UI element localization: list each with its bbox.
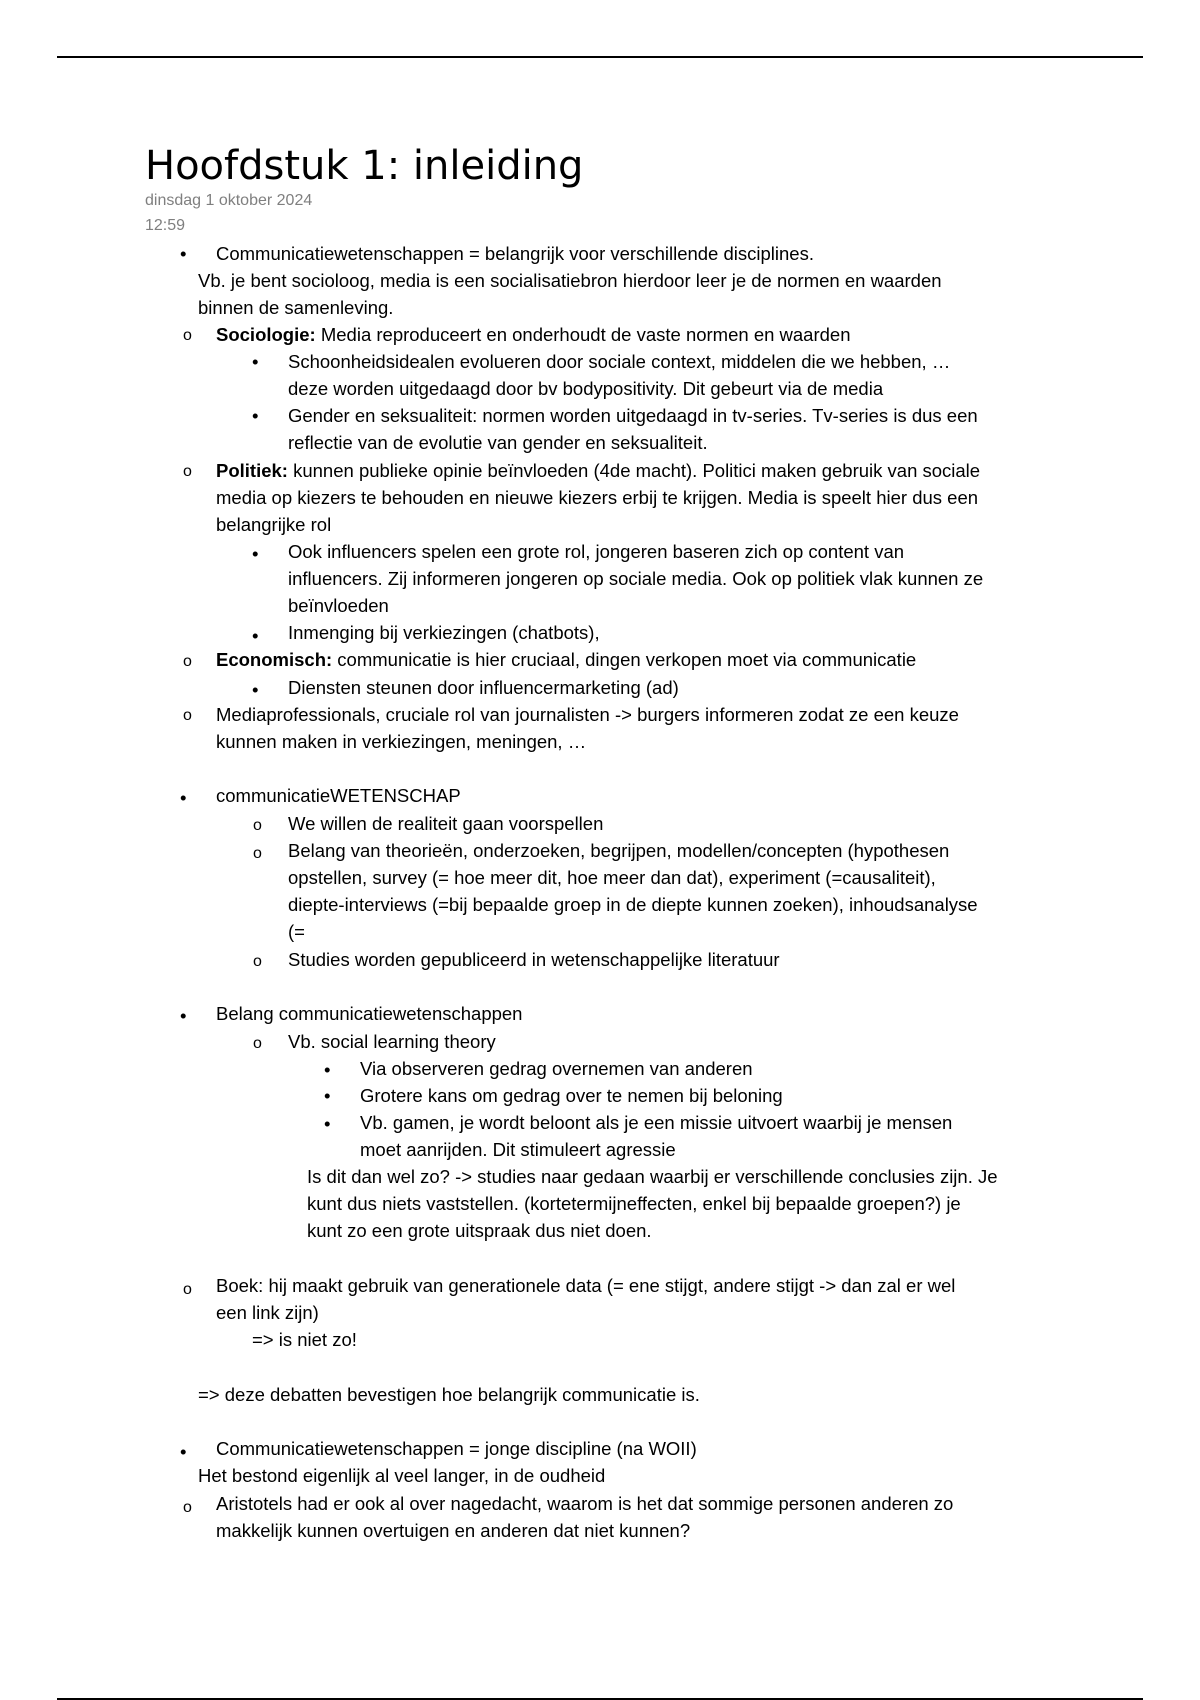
list-item bbox=[216, 321, 851, 348]
text-line: => deze debatten bevestigen hoe belangrijk communicatie is. bbox=[198, 1384, 700, 1405]
text-line: belangrijke rol bbox=[216, 514, 332, 535]
bullet-icon: • bbox=[252, 679, 259, 700]
page-title: Hoofdstuk 1: inleiding bbox=[145, 143, 584, 189]
bullet-icon: • bbox=[324, 1113, 331, 1134]
text-line: kunt zo een grote uitspraak dus niet doen. bbox=[307, 1220, 652, 1241]
bullet-icon: • bbox=[252, 405, 259, 426]
list-item: Belang van theorieën, onderzoeken, begrijpen, modellen/concepten (hypothesen bbox=[288, 840, 950, 861]
list-item: Mediaprofessionals, cruciale rol van journalisten -> burgers informeren zodat ze een keuze bbox=[216, 704, 959, 725]
circle-bullet-icon: o bbox=[183, 1281, 192, 1298]
text-line: Het bestond eigenlijk al veel langer, in de oudheid bbox=[198, 1465, 606, 1486]
list-item: Diensten steunen door influencermarketing (ad) bbox=[288, 677, 679, 698]
list-item: Schoonheidsidealen evolueren door sociale context, middelen die we hebben, … bbox=[288, 351, 951, 372]
text-line: beïnvloeden bbox=[288, 595, 389, 616]
list-item: We willen de realiteit gaan voorspellen bbox=[288, 813, 604, 834]
list-item: Ook influencers spelen een grote rol, jongeren baseren zich op content van bbox=[288, 541, 905, 562]
text-line: kunt dus niets vaststellen. (kortetermijneffecten, enkel bij bepaalde groepen?) je bbox=[307, 1193, 961, 1214]
circle-bullet-icon: o bbox=[183, 707, 192, 724]
page-date: dinsdag 1 oktober 2024 bbox=[145, 192, 313, 209]
text-line: diepte-interviews (=bij bepaalde groep in de diepte kunnen zoeken), inhoudsanalyse bbox=[288, 894, 978, 915]
text-line: makkelijk kunnen overtuigen en anderen dat niet kunnen? bbox=[216, 1520, 691, 1541]
list-item: communicatieWETENSCHAP bbox=[216, 785, 461, 806]
list-item: Boek: hij maakt gebruik van generationele data (= ene stijgt, andere stijgt -> dan zal er wel bbox=[216, 1275, 956, 1296]
list-item: Belang communicatiewetenschappen bbox=[216, 1003, 523, 1024]
text-line: media op kiezers te behouden en nieuwe kiezers erbij te krijgen. Media is speelt hier dus een bbox=[216, 487, 979, 508]
bullet-icon: • bbox=[324, 1085, 331, 1106]
list-item-text: Media reproduceert en onderhoudt de vaste normen en waarden bbox=[315, 324, 851, 345]
list-item: Via observeren gedrag overnemen van anderen bbox=[360, 1058, 753, 1079]
list-item: Aristotels had er ook al over nagedacht, waarom is het dat sommige personen anderen zo bbox=[216, 1493, 954, 1514]
list-item-text: communicatie is hier cruciaal, dingen verkopen moet via communicatie bbox=[332, 649, 917, 670]
bullet-icon: • bbox=[252, 625, 259, 646]
list-item: Communicatiewetenschappen = jonge discipline (na WOII) bbox=[216, 1438, 697, 1459]
circle-bullet-icon: o bbox=[183, 1499, 192, 1516]
top-rule bbox=[57, 56, 1143, 58]
text-line: binnen de samenleving. bbox=[198, 297, 394, 318]
text-line: Is dit dan wel zo? -> studies naar gedaan waarbij er verschillende conclusies zijn. Je bbox=[307, 1166, 998, 1187]
bullet-icon: • bbox=[324, 1059, 331, 1080]
text-line: influencers. Zij informeren jongeren op sociale media. Ook op politiek vlak kunnen ze bbox=[288, 568, 984, 589]
bullet-icon: • bbox=[252, 351, 259, 372]
label-sociologie: Sociologie: bbox=[216, 324, 316, 345]
circle-bullet-icon: o bbox=[253, 1035, 262, 1052]
text-line: (= bbox=[288, 921, 305, 942]
text-line: reflectie van de evolutie van gender en seksualiteit. bbox=[288, 432, 708, 453]
list-item-text: kunnen publieke opinie beïnvloeden (4de macht). Politici maken gebruik van sociale bbox=[287, 460, 981, 481]
text-line: kunnen maken in verkiezingen, meningen, … bbox=[216, 731, 587, 752]
list-item bbox=[216, 646, 916, 673]
list-item: Gender en seksualiteit: normen worden uitgedaagd in tv-series. Tv-series is dus een bbox=[288, 405, 978, 426]
circle-bullet-icon: o bbox=[253, 953, 262, 970]
label-politiek: Politiek: bbox=[216, 460, 288, 481]
text-line: => is niet zo! bbox=[252, 1329, 357, 1350]
list-item: Inmenging bij verkiezingen (chatbots), bbox=[288, 622, 600, 643]
bullet-icon: • bbox=[180, 1441, 187, 1462]
bullet-icon: • bbox=[180, 787, 187, 808]
list-item: Vb. social learning theory bbox=[288, 1031, 496, 1052]
list-item bbox=[216, 457, 980, 484]
text-line: deze worden uitgedaagd door bv bodypositivity. Dit gebeurt via de media bbox=[288, 378, 884, 399]
text-line: moet aanrijden. Dit stimuleert agressie bbox=[360, 1139, 676, 1160]
bullet-icon: • bbox=[180, 243, 187, 264]
text-line: Vb. je bent socioloog, media is een socialisatiebron hierdoor leer je de normen en waarden bbox=[198, 270, 942, 291]
list-item: Vb. gamen, je wordt beloont als je een missie uitvoert waarbij je mensen bbox=[360, 1112, 953, 1133]
list-item: Grotere kans om gedrag over te nemen bij beloning bbox=[360, 1085, 783, 1106]
text-line: opstellen, survey (= hoe meer dit, hoe meer dan dat), experiment (=causaliteit), bbox=[288, 867, 936, 888]
bullet-icon: • bbox=[180, 1005, 187, 1026]
circle-bullet-icon: o bbox=[183, 653, 192, 670]
text-line: een link zijn) bbox=[216, 1302, 319, 1323]
page-time: 12:59 bbox=[145, 217, 186, 234]
circle-bullet-icon: o bbox=[253, 845, 262, 862]
circle-bullet-icon: o bbox=[183, 463, 192, 480]
label-economisch: Economisch: bbox=[216, 649, 333, 670]
circle-bullet-icon: o bbox=[253, 817, 262, 834]
circle-bullet-icon: o bbox=[183, 327, 192, 344]
list-item: Communicatiewetenschappen = belangrijk voor verschillende disciplines. bbox=[216, 243, 814, 264]
list-item: Studies worden gepubliceerd in wetenschappelijke literatuur bbox=[288, 949, 780, 970]
bullet-icon: • bbox=[252, 543, 259, 564]
